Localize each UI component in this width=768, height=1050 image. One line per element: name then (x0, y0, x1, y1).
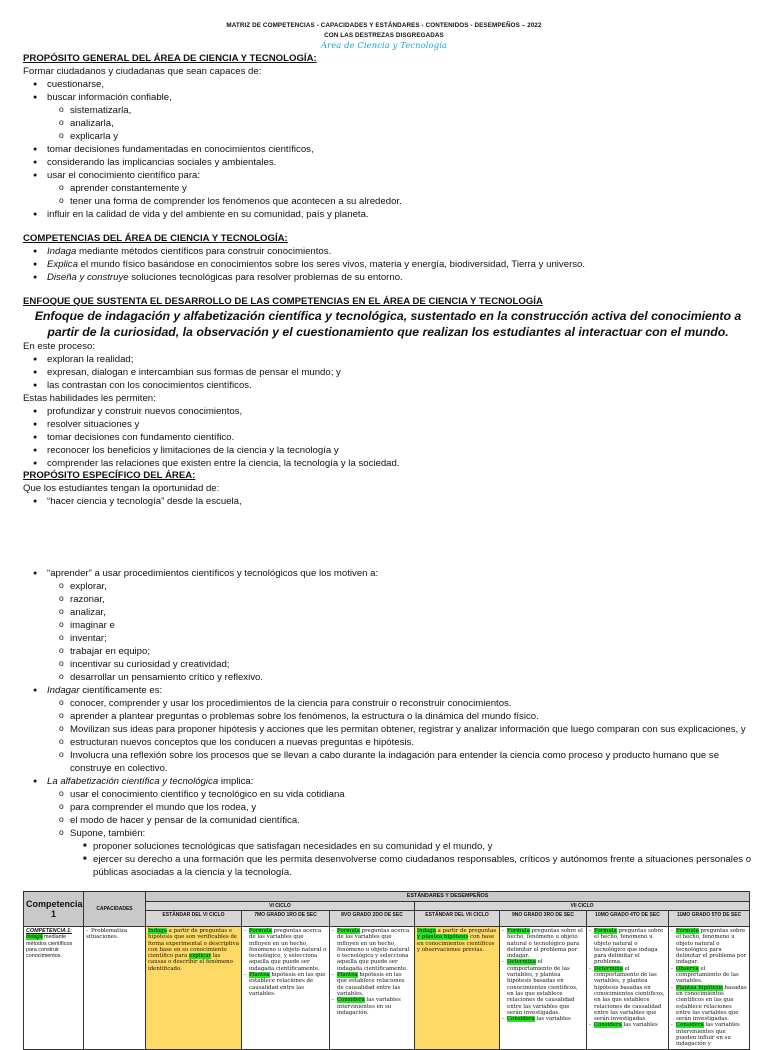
section-enfoque (23, 295, 753, 470)
desempeno-item (244, 928, 327, 972)
col-header: 9NO GRADO 3RO DE SEC (500, 911, 587, 927)
list-item: ● “hacer ciencia y tecnología” desde la escuela, (23, 495, 753, 508)
intro-text: Formar ciudadanos y ciudadanas que sean capaces de: (23, 66, 262, 77)
cell-text: las variables intervinientes en su indagación. (337, 997, 401, 1016)
cell-text: las variables (534, 1016, 571, 1023)
list-item: ● tomar decisiones con fundamento científico. (23, 431, 753, 444)
desempeno-item (332, 997, 412, 1016)
vii-ciclo-header: VII CICLO (415, 902, 750, 911)
list-item: ● influir en la calidad de vida y del ambiente en su comunidad, país y planeta. (23, 208, 753, 221)
cell-text: mediante métodos científicos para construir conocimientos. (26, 934, 73, 960)
list-item: o para comprender el mundo que los rodea, y (23, 801, 753, 814)
list-item (23, 684, 753, 697)
list-item-text: implica: (218, 776, 254, 787)
list-item: o estructuran nuevos conceptos que los conducen a nuevas preguntas e hipótesis. (23, 736, 753, 749)
bullet-list (23, 78, 753, 221)
section-heading: ENFOQUE QUE SUSTENTA EL DESARROLLO DE LAS COMPETENCIAS EN EL ÁREA DE CIENCIA Y TECNOLOGÍA (23, 296, 543, 307)
cell-text: preguntas sobre el hecho, fenómeno u objeto natural o tecnológico que indaga para delimitar el problema. (594, 928, 664, 966)
table-cell-capacidad (84, 927, 146, 1050)
cell-text: basadas en conocimientos científicos en las que establece relaciones entre las variables que serán investigadas. (676, 984, 747, 1023)
cell-text: el comportamiento de las variables. (676, 965, 739, 985)
competency-text: soluciones tecnológicas para resolver problemas de su entorno. (128, 272, 403, 283)
doc-subtitle: CON LAS DESTREZAS DISGREGADAS (324, 32, 444, 39)
highlight-text: Formula (507, 928, 530, 934)
col-header: 8VO GRADO 2DO DE SEC (330, 911, 415, 927)
cell-text: a partir de preguntas (435, 928, 497, 934)
list-item: ● buscar información confiable, (23, 91, 753, 104)
desempeno-item (502, 959, 584, 1016)
bullet-list (23, 495, 753, 508)
table-cell-11mo (669, 927, 750, 1050)
desempeno-item (671, 966, 747, 985)
list-item-text: científicamente es: (79, 685, 163, 696)
doc-title: MATRIZ DE COMPETENCIAS - CAPACIDADES Y ESTÁNDARES - CONTENIDOS - DESEMPEÑOS – 2022 (226, 22, 542, 29)
list-item: o desarrollar un pensamiento crítico y reflexivo. (23, 671, 753, 684)
highlight-text: Plantea (249, 972, 270, 979)
list-item: o analizar, (23, 606, 753, 619)
desempeno-item (244, 972, 327, 997)
list-item: ● cuestionarse, (23, 78, 753, 91)
section-heading: PROPÓSITO GENERAL DEL ÁREA DE CIENCIA Y TECNOLOGÍA: (23, 53, 317, 64)
list-item: ● comprender las relaciones que existen entre la ciencia, la tecnología y la sociedad. (23, 457, 753, 470)
section-proposito-general (23, 52, 753, 221)
cell-text: las causas o describir el fenómeno identificado. (148, 953, 233, 972)
cell-text: hipótesis en las que establece relaciones de causalidad entre las variables. (249, 972, 326, 997)
competency-verb: Explica (47, 259, 78, 270)
bullet-list (23, 567, 753, 879)
competency-text: el mundo físico basándose en conocimientos sobre los seres vivos, materia y energía, biodiversidad, Tierra y universo. (77, 259, 586, 270)
list-item: o trabajar en equipo; (23, 645, 753, 658)
list-item: o el modo de hacer y pensar de la comunidad científica. (23, 814, 753, 827)
highlight-text: Considera (676, 1022, 704, 1029)
cell-text: preguntas acerca de las variables que influyen en un hecho, fenómeno u objeto natural o tecnológico, y selecciona aquella que puede ser indagada científicamente. (249, 928, 327, 972)
list-item: o explicarla y (23, 130, 753, 143)
section-competencias (23, 232, 753, 284)
competency-text: mediante métodos científicos para construir conocimientos. (76, 246, 332, 257)
cell-text: a partir de preguntas e hipótesis que son verificables de forma experimental o descriptiva con base en su conocimiento científico para (148, 928, 239, 960)
section-heading: PROPÓSITO ESPECÍFICO DEL ÁREA: (23, 470, 196, 481)
list-item: o Supone, también: (23, 827, 753, 840)
list-item: o conocer, comprender y usar los procedimientos de la ciencia para construir o reconstruir conocimientos. (23, 697, 753, 710)
list-item: ● profundizar y construir nuevos conocimientos, (23, 405, 753, 418)
cell-text: hipótesis en las que establece relaciones de causalidad entre las variables. (337, 972, 405, 997)
list-item: ● exploran la realidad; (23, 353, 753, 366)
desempeno-item (502, 1016, 584, 1022)
bullet-list (23, 353, 753, 392)
list-item (23, 258, 753, 271)
competency-matrix-table (23, 891, 750, 1050)
desempeno-item (332, 928, 412, 972)
highlight-text: Formula (249, 928, 272, 934)
col-header: 10MO GRADO 4TO DE SEC (587, 911, 669, 927)
list-item: o incentivar su curiosidad y creatividad; (23, 658, 753, 671)
list-item: o razonar, (23, 593, 753, 606)
list-item: o Involucra una reflexión sobre los procesos que se llevan a cabo durante la indagación para entender la ciencia como proceso y producto humano que se construye en colectivo. (23, 749, 753, 775)
col-header: 11MO GRADO 5TO DE SEC (669, 911, 750, 927)
highlight-text: Considera (507, 1016, 535, 1023)
list-item: o explorar, (23, 580, 753, 593)
highlight-text: Indaga (417, 928, 436, 934)
highlight-text: Observa (676, 965, 699, 972)
col-header: ESTÁNDAR DEL VII CICLO (415, 911, 500, 927)
competencia-header: Competencia 1 (24, 892, 84, 927)
area-title: Área de Ciencia y Tecnología (320, 40, 448, 50)
list-item: ● “aprender” a usar procedimientos científicos y tecnológicos que los motiven a: (23, 567, 753, 580)
table-cell-8vo (330, 927, 415, 1050)
list-item: ■ ejercer su derecho a una formación que les permita desenvolverse como ciudadanos responsables, críticos y autónomos frente a situaciones personales o públicas asociadas a la ciencia y la tecnología. (23, 853, 753, 879)
highlight-text: Formula (594, 928, 617, 934)
desempeno-item (671, 985, 747, 1023)
list-item: o aprender constantemente y (23, 182, 753, 195)
table-cell-estandar-vii (415, 927, 500, 1050)
list-item: o tener una forma de comprender los fenómenos que acontecen a su alrededor. (23, 195, 753, 208)
emphasis-text: La alfabetización científica y tecnológica (47, 776, 219, 787)
list-item (23, 271, 753, 284)
desempeno-item (332, 972, 412, 997)
vi-ciclo-header: VI CICLO (146, 902, 415, 911)
cell-text: las variables intervinientes que pueden influir en su indagación y (676, 1022, 740, 1048)
cell-text: con base en conocimientos científicos y observaciones previas. (417, 934, 495, 953)
list-item (23, 245, 753, 258)
highlight-text: Determina (507, 959, 536, 966)
capacidades-header: CAPACIDADES (84, 892, 146, 927)
list-item: ● tomar decisiones fundamentadas en conocimientos científicos, (23, 143, 753, 156)
list-item (23, 775, 753, 788)
col-header: 7MO GRADO 1RO DE SEC (242, 911, 330, 927)
competency-verb: Indaga (47, 246, 77, 257)
list-item: ● usar el conocimiento científico para: (23, 169, 753, 182)
highlight-text: explicar (189, 953, 211, 960)
bullet-list (23, 245, 753, 284)
table-cell-7mo (242, 927, 330, 1050)
intro-text: Estas habilidades les permiten: (23, 393, 156, 404)
list-item: ■ proponer soluciones tecnológicas que satisfagan necesidades en su comunidad y el mundo, y (23, 840, 753, 853)
list-item: o imaginar e (23, 619, 753, 632)
table-cell-10mo (587, 927, 669, 1050)
competency-title: COMPETENCIA 1: (26, 928, 72, 934)
cell-text: preguntas sobre el hecho, fenómeno u objeto natural o tecnológico para delimitar el problema por indagar. (507, 928, 583, 960)
highlight-text: Considera (594, 1022, 622, 1029)
highlight-text: Indaga (26, 934, 43, 941)
highlight-text: Determina (594, 965, 623, 972)
estandares-header: ESTÁNDARES Y DESEMPEÑOS (146, 892, 750, 902)
desempeno-item (589, 1022, 666, 1028)
list-item: ● resolver situaciones y (23, 418, 753, 431)
list-item: o aprender a plantear preguntas o problemas sobre los fenómenos, la estructura o la dinámica del mundo físico. (23, 710, 753, 723)
desempeno-item (589, 928, 666, 966)
table-cell-competencia (24, 927, 84, 1050)
enfoque-statement: Enfoque de indagación y alfabetización científica y tecnológica, sustentado en la construcción activa del conocimiento a partir de la curiosidad, la observación y el cuestionamiento que realizan los estudiantes al interactuar con el mundo. (34, 309, 742, 339)
list-item: o usar el conocimiento científico y tecnológico en su vida cotidiana (23, 788, 753, 801)
list-item: o inventar; (23, 632, 753, 645)
table-cell-estandar-vi (146, 927, 242, 1050)
highlight-text: y plantea hipótesis (417, 934, 469, 941)
highlight-text: Formula (337, 928, 360, 934)
section-heading: COMPETENCIAS DEL ÁREA DE CIENCIA Y TECNOLOGÍA: (23, 233, 288, 244)
list-item: o Movilizan sus ideas para proponer hipótesis y acciones que les permitan obtener, registrar y analizar información que luego comparan con sus explicaciones, y (23, 723, 753, 736)
section-proposito-especifico-continued (23, 567, 753, 879)
competency-verb: Diseña y construye (47, 272, 129, 283)
cell-text: las variables (621, 1022, 658, 1029)
cell-text: el comportamiento de las variables, y plantea hipótesis basadas en conocimientos científicos, en las que establece relaciones de causalidad entre las variables que serán investigadas. (594, 965, 665, 1023)
highlight-text: Plantea (337, 972, 358, 979)
highlight-text: Considera (337, 997, 365, 1004)
intro-text: En este proceso: (23, 341, 95, 352)
highlight-text: Indaga (148, 928, 167, 934)
list-item: ● considerando las implicancias sociales y ambientales. (23, 156, 753, 169)
desempeno-item (589, 966, 666, 1023)
cell-text: preguntas sobre el hecho, fenómeno u objeto natural o tecnológico para delimitar el problema por indagar. (676, 928, 747, 966)
section-proposito-especifico (23, 469, 753, 508)
bullet-list (23, 405, 753, 470)
desempeno-item (671, 1022, 747, 1047)
list-item: o sistematizarla, (23, 104, 753, 117)
list-item: ● las contrastan con los conocimientos científicos. (23, 379, 753, 392)
list-item: ● reconocer los beneficios y limitaciones de la ciencia y la tecnología y (23, 444, 753, 457)
list-item: o analizarla, (23, 117, 753, 130)
col-header: ESTÁNDAR DEL VI CICLO (146, 911, 242, 927)
table-cell-9no (500, 927, 587, 1050)
intro-text: Que los estudiantes tengan la oportunidad de: (23, 483, 220, 494)
highlight-text: Formula (676, 928, 699, 934)
highlight-text: Plantea hipótesis (676, 984, 723, 991)
desempeno-item (502, 928, 584, 959)
desempeno-item (671, 928, 747, 966)
cell-text: el comportamiento de las variables, y plantea hipótesis basadas en conocimientos científicos, en las que establece relaciones de causalidad entre las variables que serán investigadas. (507, 959, 578, 1016)
cell-text: preguntas acerca de las variables que influyen en un hecho, fenómeno u objeto natural o tecnológico y selecciona aquella que puede ser indagada científicamente. (337, 928, 410, 972)
emphasis-text: Indagar (47, 685, 80, 696)
cell-text: - Problematiza situaciones. (86, 928, 127, 940)
list-item: ● expresan, dialogan e intercambian sus formas de pensar el mundo; y (23, 366, 753, 379)
